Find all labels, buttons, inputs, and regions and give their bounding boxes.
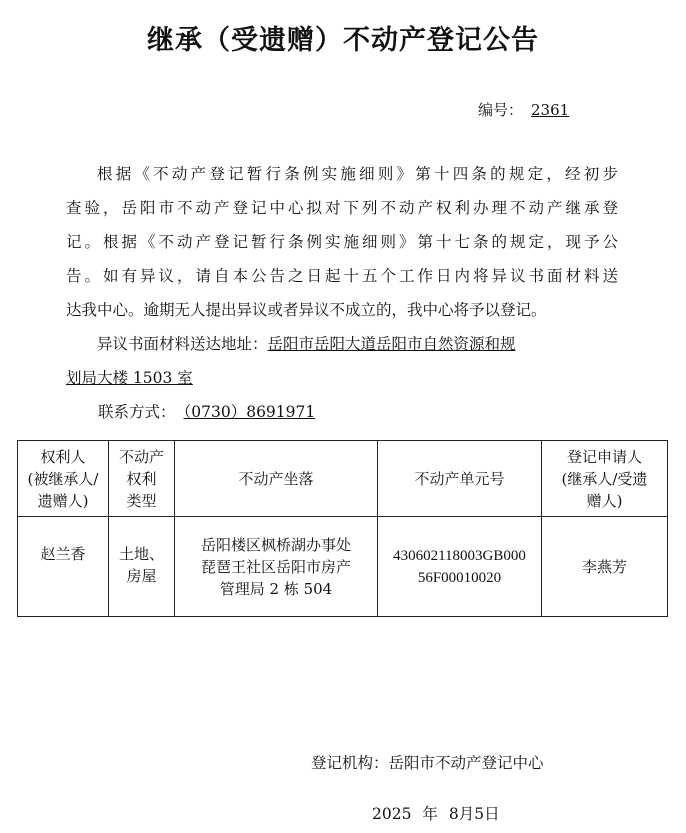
registration-table bbox=[17, 440, 668, 617]
date-month: 8 bbox=[448, 805, 459, 823]
notice-date bbox=[372, 802, 500, 824]
cell-applicant: 李燕芳 bbox=[542, 517, 668, 617]
address-line-1: 岳阳市岳阳大道岳阳市自然资源和规 bbox=[267, 335, 516, 353]
cell-right-type: 土地、 房屋 bbox=[109, 517, 175, 617]
header-location: 不动产坐落 bbox=[175, 441, 378, 517]
address-line-2: 划局大楼 1503 室 bbox=[66, 369, 193, 387]
cell-unit-number: 430602118003GB000 56F00010020 bbox=[378, 517, 542, 617]
body-line-1: 根据《不动产登记暂行条例实施细则》第十四条的规定，经初步 bbox=[97, 165, 618, 183]
objection-address bbox=[66, 327, 618, 395]
table-row bbox=[18, 517, 668, 617]
registration-org bbox=[311, 751, 544, 773]
date-day: 5 bbox=[474, 805, 485, 823]
address-label: 异议书面材料送达地址： bbox=[97, 335, 268, 353]
notice-title: 继承（受遗赠）不动产登记公告 bbox=[147, 25, 539, 56]
org-value: 岳阳市不动产登记中心 bbox=[388, 754, 544, 772]
date-month-unit: 月 bbox=[458, 805, 475, 823]
body-line-3: 记。根据《不动产登记暂行条例实施细则》第十七条的规定，现予公 bbox=[66, 233, 618, 251]
contact-phone: （0730）8691971 bbox=[183, 403, 316, 421]
header-unit-number: 不动产单元号 bbox=[378, 441, 542, 517]
header-right-type: 不动产 权利 类型 bbox=[109, 441, 175, 517]
contact-label: 联系方式： bbox=[98, 403, 176, 421]
cell-holder: 赵兰香 bbox=[18, 517, 109, 617]
doc-number-value: 2361 bbox=[531, 101, 570, 119]
body-line-2: 查验，岳阳市不动产登记中心拟对下列不动产权利办理不动产继承登 bbox=[66, 199, 618, 217]
table-header-row bbox=[18, 441, 668, 517]
header-applicant: 登记申请人 (继承人/受遗 赠人) bbox=[542, 441, 668, 517]
notice-body bbox=[66, 157, 618, 327]
contact-info bbox=[98, 395, 329, 429]
cell-location: 岳阳楼区枫桥湖办事处 琵琶王社区岳阳市房产 管理局 2 栋 504 bbox=[175, 517, 378, 617]
header-holder: 权利人 (被继承人/ 遗赠人) bbox=[18, 441, 109, 517]
date-year: 2025 bbox=[372, 805, 412, 823]
org-label: 登记机构： bbox=[311, 754, 389, 772]
body-line-5: 达我中心。逾期无人提出异议或者异议不成立的，我中心将予以登记。 bbox=[66, 301, 547, 319]
date-day-unit: 日 bbox=[484, 805, 500, 823]
doc-number-label: 编号： bbox=[478, 101, 524, 119]
doc-number bbox=[478, 99, 569, 120]
date-year-unit: 年 bbox=[422, 805, 438, 823]
body-line-4: 告。如有异议，请自本公告之日起十五个工作日内将异议书面材料送 bbox=[66, 267, 618, 285]
